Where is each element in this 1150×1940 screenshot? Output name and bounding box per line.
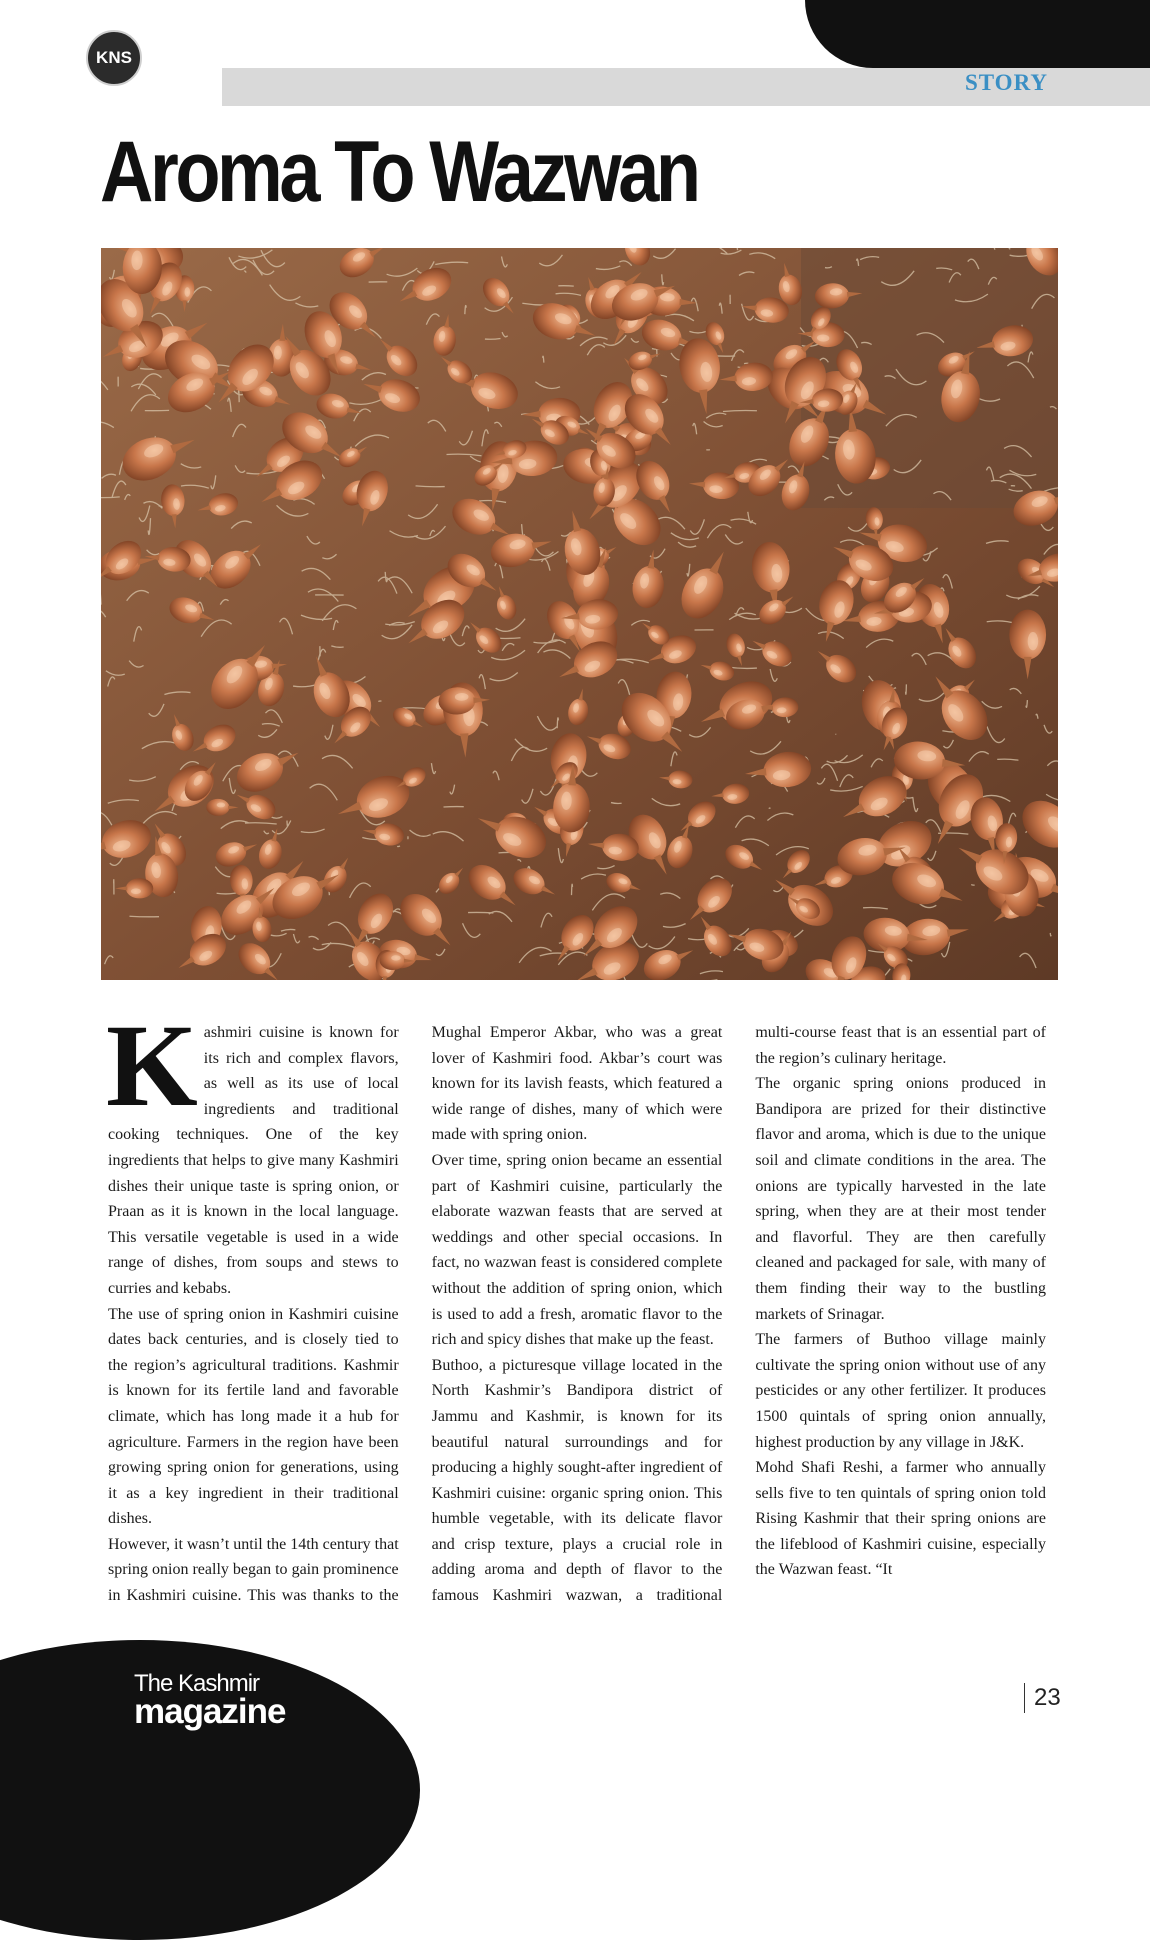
paragraph-text: ashmiri cuisine is known for its rich and complex flavors, as well as its use of local ingredients and traditional cooking techniques. One of the key ingredients that helps to give many Kashmiri dishes their unique taste is spring onion, or Praan as it is known in the local language. This versatile vegetable is used in a wide range of dishes, from soups and stews to curries and kebabs. [108,1024,399,1297]
article-photo [101,248,1058,980]
article-body [106,1000,1046,1632]
section-label: STORY [964,70,1048,95]
article-paragraph-6: The organic spring onions produced in Bandipora are prized for their distinctive flavor and aroma, which is due to the unique soil and climate conditions in the area. The onions are typically harvested in the late spring, when they are at their most tender and flavorful. They are then carefully cleaned and packaged for sale, with many of them finding their way to the bustling markets of Srinagar. [755,1075,1046,1323]
brand-line-2: magazine [134,1692,286,1731]
page-number-divider [1024,1683,1025,1713]
article-paragraph-5: Buthoo, a picturesque village located in the North Kashmir’s Bandipora district of Jammu and Kashmir, is known for its beautiful natural surroundings and for producing a highly sought-after ingredient of Kashmiri cuisine: organic spring onion. This humble vegetable, with its delicate flavor and crisp texture, plays a crucial role in adding aroma and depth of flavor to the famous Kashmiri wazwan, a traditional multi-course feast that is an essential part of the region’s culinary heritage. [431,1024,1046,1605]
article-paragraph-2: The use of spring onion in Kashmiri cuisine dates back centuries, and is closely tied to the region’s agricultural traditions. Kashmir is known for its fertile land and favorable climate, which has long made it a hub for agriculture. Farmers in the region have been growing spring onion for generations, using it as a key ingredient in their traditional dishes. [108,1305,399,1528]
article-paragraph-1 [106,1000,399,1302]
article-paragraph-7: The farmers of Buthoo village mainly cultivate the spring onion without use of any pesticides or any other fertilizer. It produces 1500 quintals of spring onion annually, highest production by any village in J&K. [755,1331,1046,1451]
onion-harvest-image [101,248,1058,980]
article-title: Aroma To Wazwan [100,124,698,220]
drop-cap: K [106,1000,198,1131]
page-number: 23 [1034,1684,1061,1711]
header-corner-shape [805,0,1150,68]
article-paragraph-8: Mohd Shafi Reshi, a farmer who annually sells five to ten quintals of spring onion told Rising Kashmir that their spring onions are the lifeblood of Kashmiri cuisine, especially the Wazwan feast. “It [755,1459,1046,1579]
magazine-logo [134,1672,286,1729]
article-paragraph-3: However, it wasn’t until the 14th century that spring onion really began to gain prominence in Kashmiri cuisine. This was thanks to the Mughal Emperor Akbar, who was a great lover of Kashmiri food. Akbar’s court was known for its lavish feasts, which featured a wide range of dishes, many of which were made with spring onion. [108,1024,723,1605]
article-paragraph-4: Over time, spring onion became an essential part of Kashmiri cuisine, particularly the elaborate wazwan feasts that are served at weddings and other special occasions. In fact, no wazwan feast is considered complete without the addition of spring onion, which is used to add a fresh, aromatic flavor to the rich and spicy dishes that make up the feast. [431,1151,723,1349]
brand-line-1: The Kashmir [134,1670,260,1697]
kns-logo-badge: KNS [86,30,142,86]
